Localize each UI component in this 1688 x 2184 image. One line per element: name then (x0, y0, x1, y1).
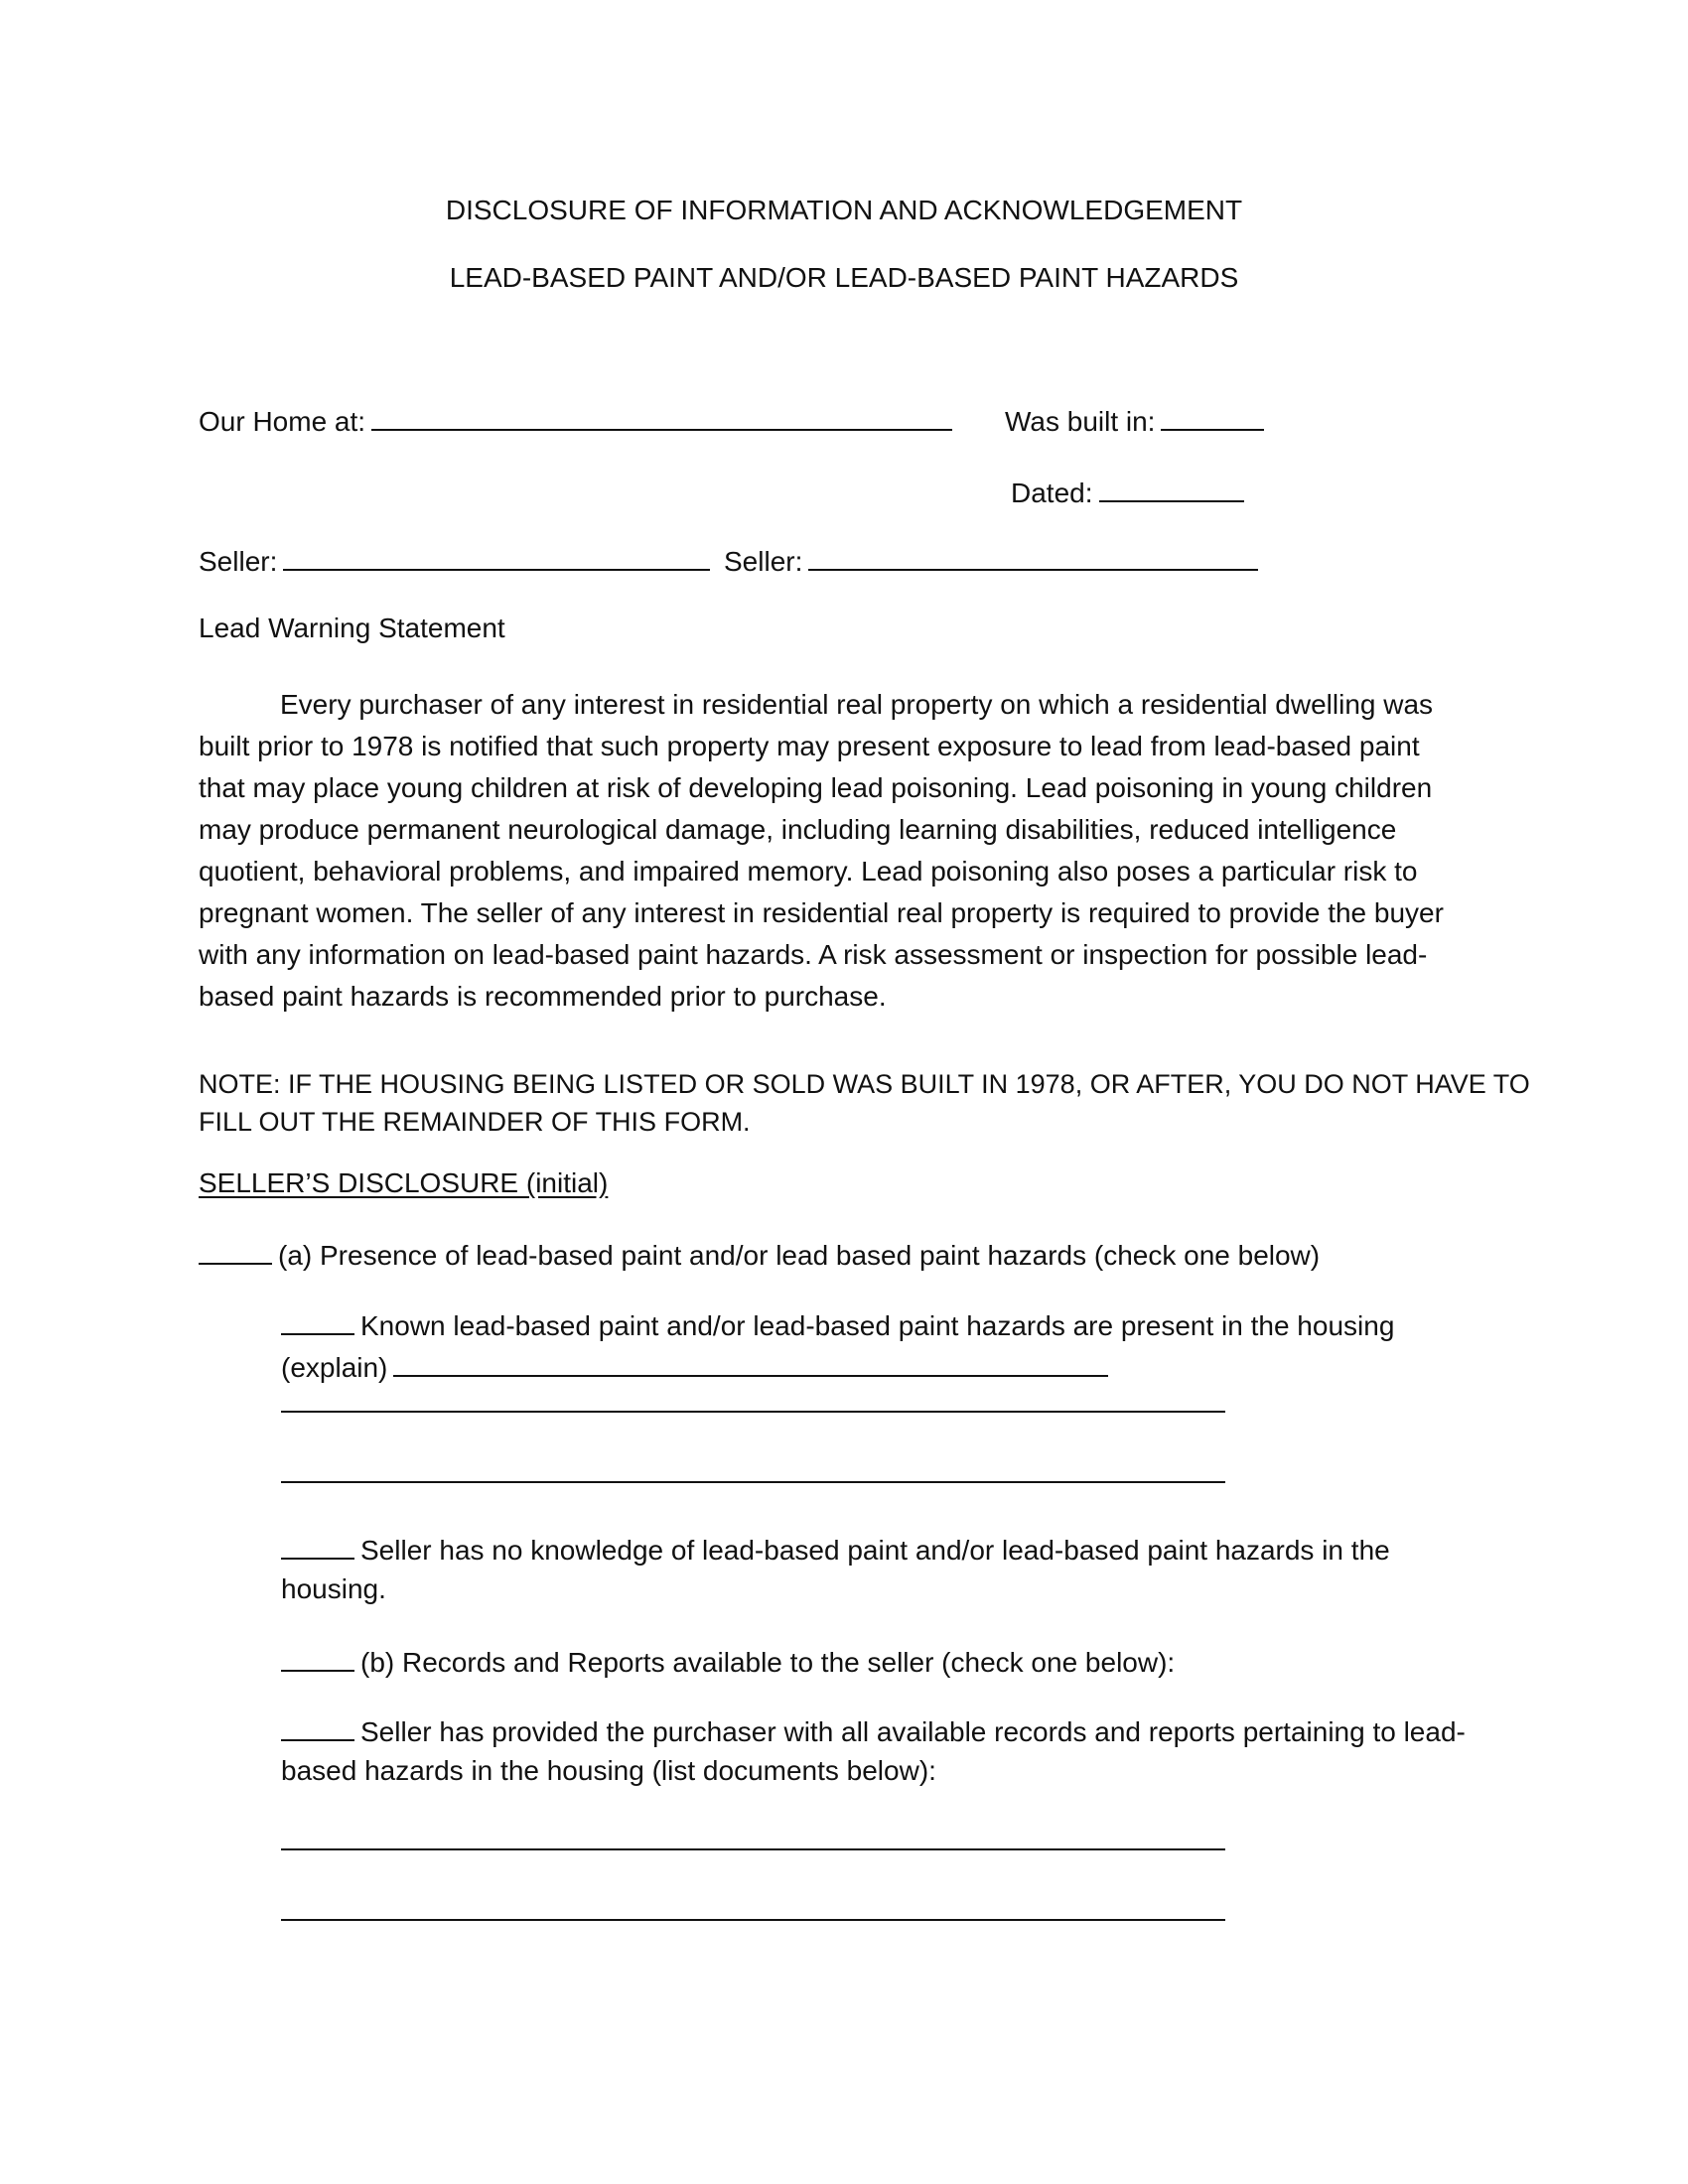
home-address-row (199, 402, 952, 439)
explain-label: (explain) (281, 1352, 388, 1383)
seller-one-field[interactable] (283, 542, 710, 571)
provided-records-initial-field[interactable] (281, 1712, 354, 1741)
warning-line: that may place young children at risk of developing lead poisoning. Lead poisoning in young children (199, 772, 1433, 803)
dated-field[interactable] (1099, 474, 1244, 502)
warning-line: may produce permanent neurological damage, including learning disabilities, reduced intelligence (199, 814, 1397, 845)
seller-two-row (724, 542, 1258, 579)
dated-row (1011, 474, 1244, 510)
explain-line-2[interactable] (281, 1411, 1225, 1413)
warning-line: built prior to 1978 is notified that such property may present exposure to lead from lead-based paint (199, 731, 1420, 761)
year-built-label: Was built in: (1005, 406, 1156, 437)
dated-label: Dated: (1011, 478, 1093, 508)
seller-two-label: Seller: (724, 546, 803, 577)
explain-line-3[interactable] (281, 1481, 1225, 1483)
item-a-row (199, 1236, 1320, 1273)
year-built-field[interactable] (1161, 402, 1264, 431)
warning-heading: Lead Warning Statement (199, 613, 505, 643)
item-b-row (281, 1643, 1175, 1680)
seller-one-label: Seller: (199, 546, 278, 577)
provided-records-row (281, 1712, 1466, 1749)
document-subtitle: LEAD-BASED PAINT AND/OR LEAD-BASED PAINT HAZARDS (449, 262, 1239, 293)
item-a-initial-field[interactable] (199, 1236, 272, 1265)
note-paragraph (199, 1065, 1530, 1141)
documents-list-line-1[interactable] (281, 1848, 1225, 1850)
known-lead-initial-field[interactable] (281, 1306, 354, 1335)
provided-records-continuation: based hazards in the housing (list documents below): (281, 1755, 936, 1786)
year-built-row (1005, 402, 1264, 439)
item-b-label: (b) Records and Reports available to the seller (check one below): (360, 1647, 1176, 1678)
no-knowledge-continuation: housing. (281, 1573, 386, 1604)
no-knowledge-row (281, 1531, 1390, 1568)
explain-field[interactable] (393, 1348, 1108, 1377)
warning-line: Every purchaser of any interest in residential real property on which a residential dwelling was (280, 689, 1434, 720)
seller-one-row (199, 542, 710, 579)
known-lead-label: Known lead-based paint and/or lead-based paint hazards are present in the housing (360, 1310, 1395, 1341)
home-address-field[interactable] (371, 402, 952, 431)
known-lead-explain-row (281, 1348, 1108, 1385)
known-lead-row (281, 1306, 1394, 1343)
warning-line: based paint hazards is recommended prior to purchase. (199, 981, 887, 1012)
item-a-label: (a) Presence of lead-based paint and/or lead based paint hazards (check one below) (278, 1240, 1321, 1271)
no-knowledge-label: Seller has no knowledge of lead-based paint and/or lead-based paint hazards in the (360, 1535, 1390, 1566)
warning-paragraph (199, 684, 1489, 1018)
documents-list-line-2[interactable] (281, 1919, 1225, 1921)
item-b-initial-field[interactable] (281, 1643, 354, 1672)
no-knowledge-initial-field[interactable] (281, 1531, 354, 1560)
document-title: DISCLOSURE OF INFORMATION AND ACKNOWLEDGEMENT (445, 195, 1243, 225)
sellers-disclosure-heading: SELLER’S DISCLOSURE (initial) (199, 1167, 609, 1198)
provided-records-label: Seller has provided the purchaser with all available records and reports pertaining to lead- (360, 1716, 1466, 1747)
note-line: FILL OUT THE REMAINDER OF THIS FORM. (199, 1107, 751, 1137)
note-line: NOTE: IF THE HOUSING BEING LISTED OR SOLD WAS BUILT IN 1978, OR AFTER, YOU DO NOT HAVE TO (199, 1069, 1530, 1099)
seller-two-field[interactable] (808, 542, 1258, 571)
warning-line: pregnant women. The seller of any interest in residential real property is required to provide the buyer (199, 897, 1444, 928)
home-address-label: Our Home at: (199, 406, 366, 437)
warning-line: quotient, behavioral problems, and impaired memory. Lead poisoning also poses a particular risk to (199, 856, 1418, 887)
warning-line: with any information on lead-based paint hazards. A risk assessment or inspection for possible lead- (199, 939, 1428, 970)
